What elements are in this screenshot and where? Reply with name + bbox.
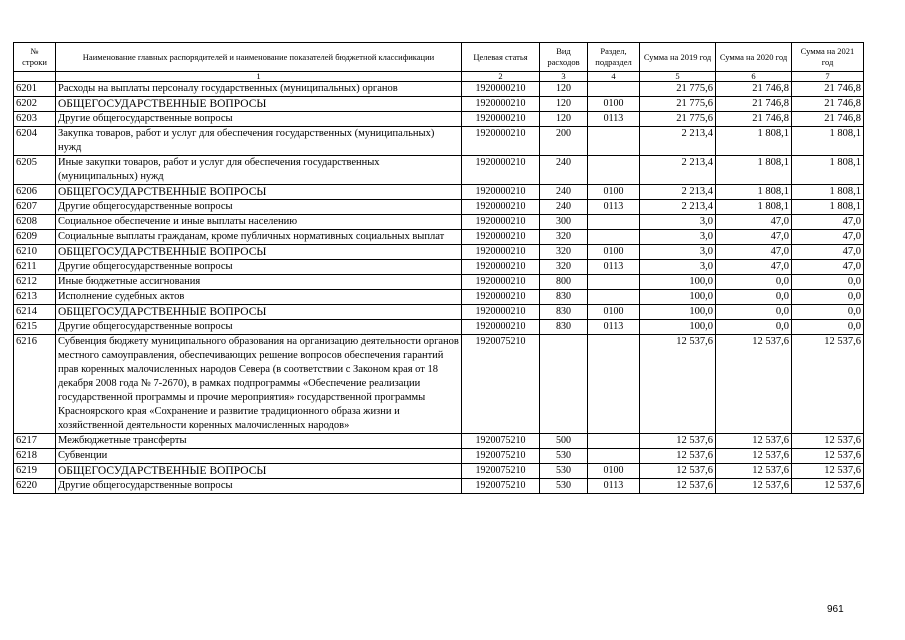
row-target-article: 1920000210 [462, 127, 540, 156]
column-number-row [14, 72, 864, 82]
row-expense-type: 240 [540, 200, 588, 215]
row-expense-type: 120 [540, 112, 588, 127]
row-sum-2020: 12 537,6 [716, 449, 792, 464]
header-section: Раздел, подраздел [588, 43, 640, 72]
row-expense-type: 530 [540, 464, 588, 479]
row-number: 6207 [14, 200, 56, 215]
table-row [14, 320, 864, 335]
column-number-empty [14, 72, 56, 82]
row-target-article: 1920000210 [462, 260, 540, 275]
table-row [14, 156, 864, 185]
row-sum-2019: 100,0 [640, 320, 716, 335]
row-name: Другие общегосударственные вопросы [56, 479, 462, 494]
budget-table [13, 42, 864, 494]
row-section [588, 230, 640, 245]
row-number: 6208 [14, 215, 56, 230]
header-sum-2020: Сумма на 2020 год [716, 43, 792, 72]
row-number: 6203 [14, 112, 56, 127]
row-expense-type: 320 [540, 245, 588, 260]
row-expense-type: 200 [540, 127, 588, 156]
table-row [14, 245, 864, 260]
row-name: Иные закупки товаров, работ и услуг для обеспечения государственных (муниципальных) нужд [56, 156, 462, 185]
row-expense-type: 830 [540, 320, 588, 335]
column-number: 1 [56, 72, 462, 82]
row-sum-2019: 21 775,6 [640, 112, 716, 127]
row-number: 6213 [14, 290, 56, 305]
column-number: 7 [792, 72, 864, 82]
row-sum-2019: 12 537,6 [640, 464, 716, 479]
row-sum-2020: 1 808,1 [716, 156, 792, 185]
header-sum-2019: Сумма на 2019 год [640, 43, 716, 72]
row-expense-type: 120 [540, 82, 588, 97]
row-sum-2021: 0,0 [792, 275, 864, 290]
row-target-article: 1920075210 [462, 449, 540, 464]
row-target-article: 1920000210 [462, 215, 540, 230]
row-expense-type: 830 [540, 290, 588, 305]
row-sum-2021: 21 746,8 [792, 112, 864, 127]
row-target-article: 1920000210 [462, 112, 540, 127]
row-sum-2019: 2 213,4 [640, 185, 716, 200]
row-name: Субвенция бюджету муниципального образования на организацию деятельности органов местного самоуправления, обеспечивающих решение вопросов обеспечения гарантий прав коренных малочисленных народов Севера (в соответствии с Законом края от 18 декабря 2008 года № 7-2670), в рамках подпрограммы «Обеспечение реализации государственной программы и прочие мероприятия» государственной программы Красноярского края «Сохранение и развитие традиционного образа жизни и хозяйственной деятельности коренных малочисленных народов» [56, 335, 462, 434]
row-number: 6201 [14, 82, 56, 97]
table-row [14, 290, 864, 305]
row-sum-2019: 2 213,4 [640, 200, 716, 215]
column-number: 5 [640, 72, 716, 82]
table-row [14, 82, 864, 97]
row-section: 0100 [588, 464, 640, 479]
table-row [14, 305, 864, 320]
row-sum-2019: 12 537,6 [640, 434, 716, 449]
row-target-article: 1920000210 [462, 82, 540, 97]
row-sum-2021: 47,0 [792, 245, 864, 260]
table-row [14, 434, 864, 449]
row-sum-2019: 3,0 [640, 230, 716, 245]
row-number: 6209 [14, 230, 56, 245]
column-number: 3 [540, 72, 588, 82]
header-target-article: Целевая статья [462, 43, 540, 72]
row-sum-2020: 0,0 [716, 290, 792, 305]
row-expense-type: 120 [540, 97, 588, 112]
row-sum-2021: 0,0 [792, 305, 864, 320]
row-name: ОБЩЕГОСУДАРСТВЕННЫЕ ВОПРОСЫ [56, 305, 462, 320]
row-name: Расходы на выплаты персоналу государственных (муниципальных) органов [56, 82, 462, 97]
row-sum-2020: 12 537,6 [716, 479, 792, 494]
row-number: 6202 [14, 97, 56, 112]
row-name: Другие общегосударственные вопросы [56, 112, 462, 127]
row-target-article: 1920000210 [462, 275, 540, 290]
row-number: 6214 [14, 305, 56, 320]
row-sum-2020: 1 808,1 [716, 185, 792, 200]
table-row [14, 464, 864, 479]
row-sum-2021: 12 537,6 [792, 479, 864, 494]
row-name: Другие общегосударственные вопросы [56, 260, 462, 275]
row-expense-type [540, 335, 588, 434]
row-section: 0100 [588, 305, 640, 320]
row-sum-2021: 47,0 [792, 260, 864, 275]
row-name: Другие общегосударственные вопросы [56, 200, 462, 215]
row-name: ОБЩЕГОСУДАРСТВЕННЫЕ ВОПРОСЫ [56, 97, 462, 112]
row-number: 6219 [14, 464, 56, 479]
row-sum-2019: 12 537,6 [640, 479, 716, 494]
row-expense-type: 830 [540, 305, 588, 320]
row-sum-2020: 12 537,6 [716, 335, 792, 434]
row-sum-2020: 47,0 [716, 230, 792, 245]
row-target-article: 1920075210 [462, 464, 540, 479]
header-sum-2021: Сумма на 2021 год [792, 43, 864, 72]
row-section [588, 449, 640, 464]
row-sum-2020: 0,0 [716, 320, 792, 335]
row-sum-2021: 1 808,1 [792, 156, 864, 185]
table-row [14, 275, 864, 290]
column-number: 6 [716, 72, 792, 82]
table-row [14, 479, 864, 494]
row-sum-2020: 12 537,6 [716, 434, 792, 449]
row-sum-2020: 47,0 [716, 260, 792, 275]
row-sum-2021: 12 537,6 [792, 434, 864, 449]
row-sum-2019: 3,0 [640, 215, 716, 230]
row-section: 0100 [588, 245, 640, 260]
column-number: 2 [462, 72, 540, 82]
row-name: ОБЩЕГОСУДАРСТВЕННЫЕ ВОПРОСЫ [56, 464, 462, 479]
row-expense-type: 800 [540, 275, 588, 290]
table-row [14, 200, 864, 215]
row-target-article: 1920000210 [462, 185, 540, 200]
row-number: 6210 [14, 245, 56, 260]
row-sum-2019: 100,0 [640, 290, 716, 305]
row-expense-type: 500 [540, 434, 588, 449]
row-section [588, 156, 640, 185]
row-section [588, 290, 640, 305]
table-row [14, 260, 864, 275]
row-target-article: 1920000210 [462, 200, 540, 215]
row-target-article: 1920000210 [462, 305, 540, 320]
row-section: 0113 [588, 200, 640, 215]
table-row [14, 112, 864, 127]
row-section: 0100 [588, 97, 640, 112]
row-name: Социальные выплаты гражданам, кроме публичных нормативных социальных выплат [56, 230, 462, 245]
header-expense-type: Вид расходов [540, 43, 588, 72]
table-row [14, 215, 864, 230]
page-number: 961 [827, 604, 844, 615]
row-name: Субвенции [56, 449, 462, 464]
row-sum-2019: 100,0 [640, 305, 716, 320]
row-sum-2020: 21 746,8 [716, 82, 792, 97]
row-sum-2021: 47,0 [792, 230, 864, 245]
row-expense-type: 530 [540, 449, 588, 464]
row-target-article: 1920000210 [462, 290, 540, 305]
row-number: 6205 [14, 156, 56, 185]
row-name: Межбюджетные трансферты [56, 434, 462, 449]
row-sum-2020: 47,0 [716, 245, 792, 260]
row-target-article: 1920075210 [462, 479, 540, 494]
row-section [588, 127, 640, 156]
table-row [14, 449, 864, 464]
row-name: Социальное обеспечение и иные выплаты населению [56, 215, 462, 230]
row-target-article: 1920000210 [462, 156, 540, 185]
row-sum-2021: 21 746,8 [792, 97, 864, 112]
row-number: 6217 [14, 434, 56, 449]
row-sum-2019: 2 213,4 [640, 127, 716, 156]
row-number: 6204 [14, 127, 56, 156]
row-sum-2021: 0,0 [792, 290, 864, 305]
row-section: 0113 [588, 479, 640, 494]
row-section: 0113 [588, 260, 640, 275]
row-section [588, 335, 640, 434]
row-sum-2020: 21 746,8 [716, 112, 792, 127]
row-number: 6215 [14, 320, 56, 335]
row-section: 0113 [588, 320, 640, 335]
row-target-article: 1920075210 [462, 434, 540, 449]
row-name: Другие общегосударственные вопросы [56, 320, 462, 335]
row-sum-2021: 47,0 [792, 215, 864, 230]
table-row [14, 97, 864, 112]
row-sum-2020: 12 537,6 [716, 464, 792, 479]
table-body [14, 82, 864, 494]
row-sum-2021: 0,0 [792, 320, 864, 335]
row-section [588, 434, 640, 449]
row-target-article: 1920000210 [462, 230, 540, 245]
row-expense-type: 530 [540, 479, 588, 494]
row-target-article: 1920000210 [462, 320, 540, 335]
table-header-row [14, 43, 864, 72]
row-sum-2019: 3,0 [640, 260, 716, 275]
row-number: 6220 [14, 479, 56, 494]
row-sum-2021: 1 808,1 [792, 200, 864, 215]
table-row [14, 185, 864, 200]
row-number: 6211 [14, 260, 56, 275]
row-sum-2020: 47,0 [716, 215, 792, 230]
row-target-article: 1920000210 [462, 245, 540, 260]
row-sum-2019: 21 775,6 [640, 82, 716, 97]
row-sum-2020: 0,0 [716, 275, 792, 290]
row-expense-type: 240 [540, 156, 588, 185]
header-name: Наименование главных распорядителей и наименование показателей бюджетной классификации [56, 43, 462, 72]
row-sum-2019: 100,0 [640, 275, 716, 290]
row-target-article: 1920000210 [462, 97, 540, 112]
table-row [14, 230, 864, 245]
row-number: 6206 [14, 185, 56, 200]
row-name: ОБЩЕГОСУДАРСТВЕННЫЕ ВОПРОСЫ [56, 245, 462, 260]
row-sum-2019: 21 775,6 [640, 97, 716, 112]
row-sum-2021: 1 808,1 [792, 185, 864, 200]
row-expense-type: 320 [540, 260, 588, 275]
table-row [14, 127, 864, 156]
row-sum-2020: 1 808,1 [716, 200, 792, 215]
row-name: Закупка товаров, работ и услуг для обеспечения государственных (муниципальных) нужд [56, 127, 462, 156]
row-sum-2019: 12 537,6 [640, 449, 716, 464]
header-row-number: № строки [14, 43, 56, 72]
row-section: 0100 [588, 185, 640, 200]
row-sum-2021: 12 537,6 [792, 464, 864, 479]
row-sum-2020: 1 808,1 [716, 127, 792, 156]
row-number: 6212 [14, 275, 56, 290]
row-expense-type: 240 [540, 185, 588, 200]
row-section [588, 215, 640, 230]
row-sum-2020: 21 746,8 [716, 97, 792, 112]
column-number: 4 [588, 72, 640, 82]
row-sum-2021: 1 808,1 [792, 127, 864, 156]
row-name: Исполнение судебных актов [56, 290, 462, 305]
row-sum-2019: 12 537,6 [640, 335, 716, 434]
row-sum-2019: 3,0 [640, 245, 716, 260]
row-name: ОБЩЕГОСУДАРСТВЕННЫЕ ВОПРОСЫ [56, 185, 462, 200]
row-expense-type: 320 [540, 230, 588, 245]
row-expense-type: 300 [540, 215, 588, 230]
row-section: 0113 [588, 112, 640, 127]
table-row [14, 335, 864, 434]
row-sum-2021: 12 537,6 [792, 449, 864, 464]
row-sum-2021: 21 746,8 [792, 82, 864, 97]
row-section [588, 82, 640, 97]
row-number: 6216 [14, 335, 56, 434]
row-sum-2019: 2 213,4 [640, 156, 716, 185]
row-section [588, 275, 640, 290]
row-sum-2021: 12 537,6 [792, 335, 864, 434]
row-name: Иные бюджетные ассигнования [56, 275, 462, 290]
row-number: 6218 [14, 449, 56, 464]
row-sum-2020: 0,0 [716, 305, 792, 320]
row-target-article: 1920075210 [462, 335, 540, 434]
